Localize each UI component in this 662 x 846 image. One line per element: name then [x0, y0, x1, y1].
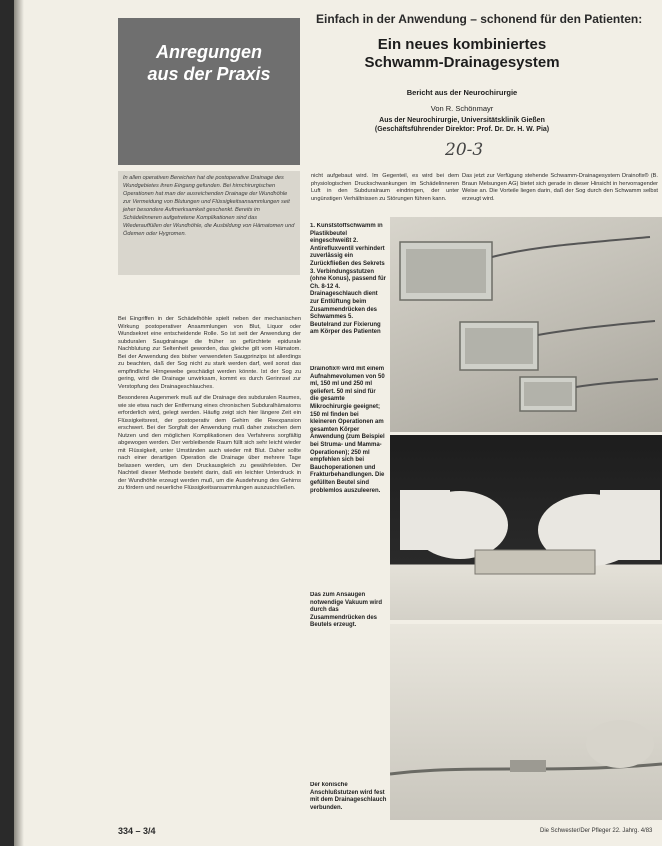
- tube-2: [538, 321, 655, 335]
- medium-bag-sponge: [465, 328, 533, 364]
- body-column-right: Das jetzt zur Verfügung stehende Schwamm-Drainagesystem Drainofix® (B. Braun Melsungen AG) bietet sich gerade in dieser Hinsicht in hervorragender Weise an. Die Vorteile liegen darin, daß der Sog durch den Schwamm selbst erzeugt wird.: [462, 173, 658, 202]
- journal-reference: Die Schwester/Der Pfleger 22. Jahrg. 4/83: [540, 828, 653, 834]
- page-fold-shadow: [14, 0, 24, 846]
- handwritten-note: 20-3: [445, 140, 484, 160]
- connector-piece: [510, 760, 546, 772]
- right-sleeve: [600, 490, 660, 560]
- article-title-line1: Ein neues kombiniertes: [377, 36, 547, 53]
- tube-3: [576, 379, 658, 387]
- photo-connector: [390, 624, 662, 820]
- hand-shape: [586, 720, 654, 768]
- drainage-bags-illustration: [390, 217, 662, 432]
- section-banner: [118, 18, 300, 165]
- section-title-line2: aus der Praxis: [147, 64, 271, 84]
- body-paragraph-2: Besonderes Augenmerk muß auf die Drainage des subduralen Raumes, wie sie etwa nach der Entfernung eines chronischen Subduralhämatoms erforderlich wird, gelegt werden. Häufig zeigt sich hier längere Zeit ein Flüssigkeitsrest, der postoperativ dem Gehirn die Reexpansion erschwert. Bei der Sorgfalt der Anwendung muß daher zwischen dem Nutzen und den möglichen Komplikationen des Verfahrens sorgfältig abgewogen werden. Der verbleibende Raum füllt sich sehr leicht wieder mit Flüssigkeit, unter Umständen auch wieder mit Blut. Daher sollte nach einer derartigen Operation die Drainage über mehrere Tage belassen werden, um den Druckausgleich zu gewährleisten. Der Nachteil dieser Methode besteht darin, daß ein leichter Unterdruck in der Wundhöhle erzeugt werden muß, um die Ausdehnung des Gehirns zu fördern und neuerliche Flüssigkeitsansammlungen auszuschließen.: [118, 395, 301, 491]
- sizes-caption: Drainofix® wird mit einem Aufnahmevolumen von 50 ml, 150 ml und 250 ml geliefert. 50 ml sind für die gesamte Mikrochirurgie geeignet; 150 ml finden bei kleineren Operationen am gesamten Körper Anwendung (zum Beispiel bei Struma- und Mamma-Operationen); 250 ml empfehlen sich bei Bauchoperationen und Frakturbehandlungen. Die gefüllten Beutel sind problemlos auszuleeren.: [310, 366, 385, 494]
- body-column-middle: nicht aufgebaut wird. Im Gegenteil, es wird bei dem physiologischen Druckschwankungen im Schädelinneren Luft in den Subduralraum eindringen, der unter ungünstigen Verhältnissen zu Störungen führen kann.: [311, 173, 459, 202]
- affiliation-line2: (Geschäftsführender Direktor: Prof. Dr. Dr. H. W. Pia): [374, 126, 550, 133]
- tube-1: [492, 237, 650, 257]
- affiliation-line1: Aus der Neurochirurgie, Universitätsklinik Gießen: [379, 117, 545, 124]
- large-bag-sponge: [406, 249, 486, 293]
- hands-illustration: [390, 435, 662, 620]
- left-sleeve: [400, 490, 450, 550]
- kicker-line: Einfach in der Anwendung – schonend für den Patienten:: [316, 12, 643, 26]
- article-subtitle: Bericht aus der Neurochirurgie: [406, 88, 518, 97]
- connection-caption: Der konische Anschlußstutzen wird fest mit dem Drainageschlauch verbunden.: [310, 782, 387, 811]
- page-number: 334 – 3/4: [118, 826, 156, 836]
- vacuum-caption: Das zum Ansaugen notwendige Vakuum wird durch das Zusammendrücken des Beutels erzeugt.: [310, 592, 383, 629]
- body-column-left: [118, 316, 301, 814]
- intro-box: In allen operativen Bereichen hat die postoperative Drainage des Wundgebietes ihren Eingang gefunden. Bei hirnchirurgischen Operationen hat man der ausreichenden Drainage der Wundhöhle zur Vermeidung von Blutungen und Flüssigkeitsansammlungen seit jeher besondere Aufmerksamkeit geschenkt. Bereits im Schädelinneren aufgetretene Komplikationen sind das Wiederauffüllen der Wundhöhle, die Ausbildung von Hämatomen und Ödemen oder Hygromen.: [118, 171, 300, 275]
- legend-caption: 1. Kunststoffschwamm in Plastikbeutel eingeschweißt 2. Antirefluxventil verhindert zuverlässig ein Zurückfließen des Sekrets 3. Verbindungsstutzen (ohne Konus), passend für Ch. 8-12 4. Drainageschlauch dient zur Entlüftung beim Zusammendrücken des Schwammes 5. Beutelrand zur Fixierung am Körper des Patienten: [310, 223, 386, 336]
- scan-edge: [0, 0, 14, 846]
- section-title-line1: Anregungen: [156, 42, 262, 62]
- connector-illustration: [390, 624, 662, 820]
- compressed-bag: [475, 550, 595, 574]
- small-bag-sponge: [524, 382, 572, 406]
- article-title-line2: Schwamm-Drainagesystem: [364, 54, 560, 71]
- product-photo-bags: [390, 217, 662, 432]
- photo-hands-compressing: [390, 435, 662, 620]
- author-line: Von R. Schönmayr: [430, 104, 494, 113]
- body-paragraph-1: Bei Eingriffen in der Schädelhöhle spielt neben der mechanischen Wirkung postoperativer Ansammlungen von Blut, Liquor oder Wundsekret eine entscheidende Rolle. So ist seit der Anwendung der subduralen Saugdrainage die früher so gefürchtete epidurale Nachblutung zur Seltenheit geworden, das gleiche gilt vom Hämatom. Bei der Anwendung des bisher verwendeten Saugprinzips ist allerdings zu beachten, daß der Sog nicht zu stark werden darf, weil sonst das empfindliche Hirngewebe geschädigt werden könnte. Ist der Sog zu gering, wird die Drainage unwirksam, kommt es durch Gerinnsel zur Verstopfung des Drainageschlauches.: [118, 316, 301, 390]
